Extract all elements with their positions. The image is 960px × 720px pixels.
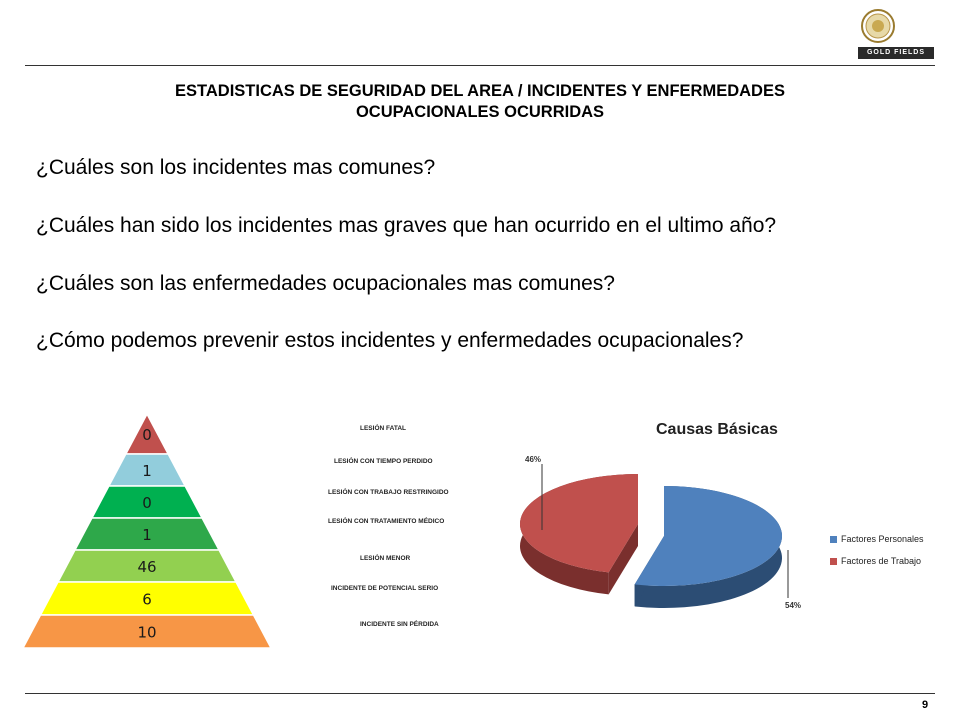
pyramid-value-7: 10 bbox=[137, 623, 157, 642]
bottom-rule bbox=[25, 693, 935, 694]
pie-slice-personales bbox=[635, 486, 782, 608]
question-4: ¿Cómo podemos prevenir estos incidentes y enfermedades ocupacionales? bbox=[36, 329, 744, 352]
pyramid-value-5: 46 bbox=[137, 558, 157, 576]
top-rule bbox=[25, 65, 935, 66]
pyramid-value-1: 0 bbox=[142, 426, 152, 444]
question-3: ¿Cuáles son las enfermedades ocupacionales mas comunes? bbox=[36, 272, 615, 295]
page-number: 9 bbox=[922, 699, 929, 711]
pyramid-label-5: LESIÓN MENOR bbox=[360, 555, 411, 562]
pyramid-label-2: LESIÓN CON TIEMPO PERDIDO bbox=[334, 458, 433, 465]
pyramid-label-6: INCIDENTE DE POTENCIAL SERIO bbox=[331, 585, 439, 592]
chart-title: Causas Básicas bbox=[656, 421, 778, 438]
pie-slice-trabajo bbox=[520, 474, 638, 594]
legend-label-trabajo: Factores de Trabajo bbox=[841, 556, 922, 566]
pyramid-label-7: INCIDENTE SIN PÉRDIDA bbox=[360, 621, 439, 628]
question-1: ¿Cuáles son los incidentes mas comunes? bbox=[36, 156, 436, 179]
pyramid-value-3: 0 bbox=[142, 494, 152, 512]
lion-seal-icon bbox=[848, 6, 934, 46]
pyramid-label-1: LESIÓN FATAL bbox=[360, 425, 406, 432]
legend-swatch-personales bbox=[830, 536, 837, 543]
logo-text: GOLD FIELDS bbox=[858, 47, 934, 59]
logo bbox=[848, 6, 934, 60]
legend-label-personales: Factores Personales bbox=[841, 534, 924, 544]
legend-swatch-trabajo bbox=[830, 558, 837, 565]
basic-causes-pie-chart bbox=[520, 450, 820, 620]
incident-pyramid bbox=[15, 410, 280, 655]
pyramid-label-3: LESIÓN CON TRABAJO RESTRINGIDO bbox=[328, 489, 449, 496]
pyramid-label-4: LESIÓN CON TRATAMIENTO MÉDICO bbox=[328, 518, 445, 525]
pyramid-value-2: 1 bbox=[142, 462, 152, 480]
question-2: ¿Cuáles han sido los incidentes mas graves que han ocurrido en el ultimo año? bbox=[36, 214, 777, 237]
pyramid-value-6: 6 bbox=[142, 590, 152, 609]
pie-label-personales: 54% bbox=[785, 601, 802, 610]
title-line-2: OCUPACIONALES OCURRIDAS bbox=[355, 103, 605, 121]
pie-label-trabajo: 46% bbox=[525, 455, 542, 464]
pyramid-value-4: 1 bbox=[142, 526, 152, 544]
title-line-1: ESTADISTICAS DE SEGURIDAD DEL AREA / INCIDENTES Y ENFERMEDADES bbox=[175, 82, 785, 100]
page-title bbox=[0, 81, 960, 123]
